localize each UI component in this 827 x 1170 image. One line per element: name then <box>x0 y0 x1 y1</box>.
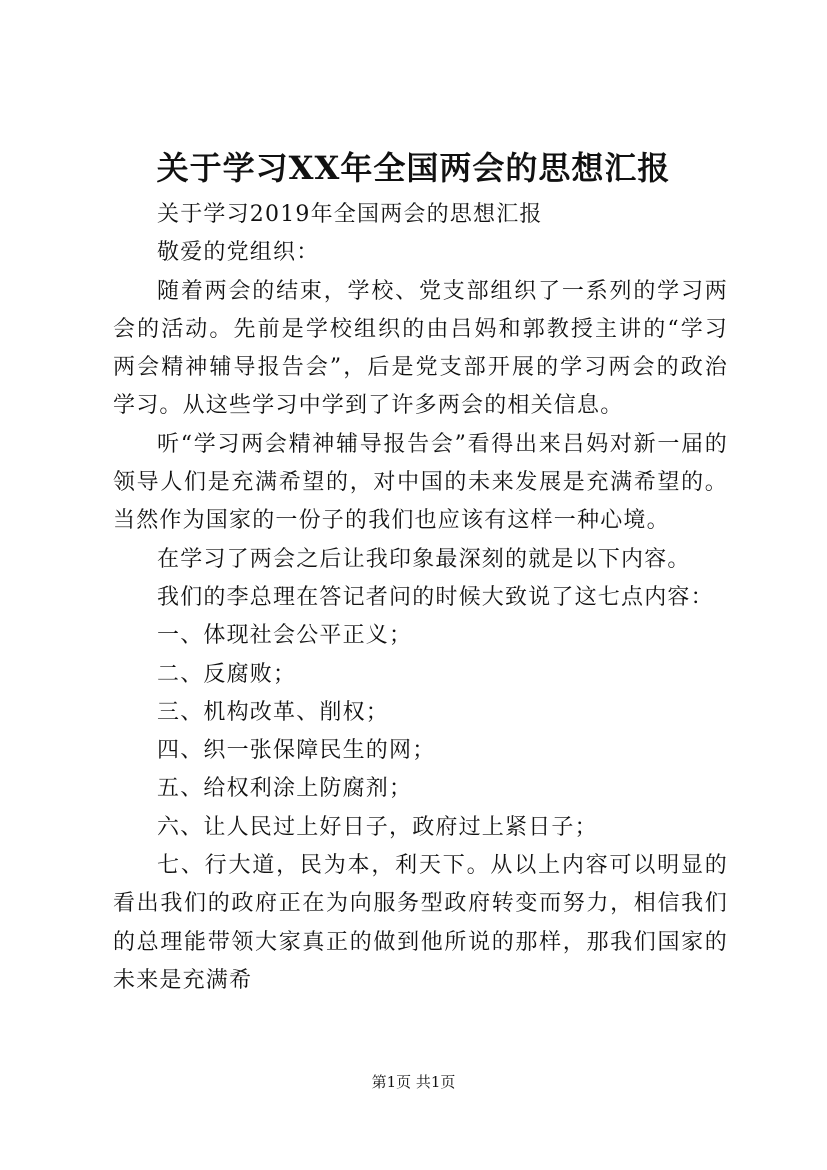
list-item: 三、机构改革、削权； <box>157 699 390 725</box>
list-item: 五、给权利涂上防腐剂； <box>157 776 413 802</box>
list-item: 四、织一张保障民生的网； <box>157 738 436 764</box>
page-footer <box>0 1072 827 1092</box>
paragraph-subtitle: 关于学习2019年全国两会的思想汇报 <box>157 202 543 227</box>
paragraph-report: 听“学习两会精神辅导报告会”看得出来吕妈对新一届的领导人们是充满希望的，对中国的未来发展是充满希望的。当然作为国家的一份子的我们也应该有这样一种心境。 <box>113 431 728 534</box>
paragraph-premier: 我们的李总理在答记者问的时候大致说了这七点内容： <box>157 584 714 610</box>
page-number-label: 第1页 共1页 <box>371 1073 456 1091</box>
list-item: 一、体现社会公平正义； <box>157 623 413 649</box>
document-title: 关于学习XX年全国两会的思想汇报 <box>156 149 671 187</box>
paragraph-salutation: 敬爱的党组织： <box>157 240 320 266</box>
document-body <box>113 196 728 1000</box>
paragraph-impression: 在学习了两会之后让我印象最深刻的就是以下内容。 <box>157 546 691 572</box>
list-item: 六、让人民过上好日子，政府过上紧日子； <box>157 814 598 840</box>
list-item: 二、反腐败； <box>157 661 297 687</box>
paragraph-intro: 随着两会的结束，学校、党支部组织了一系列的学习两会的活动。先前是学校组织的由吕妈和郭教授主讲的“学习两会精神辅导报告会”，后是党支部开展的学习两会的政治学习。从这些学习中学到了许多两会的相关信息。 <box>113 278 728 419</box>
list-item: 七、行大道，民为本，利天下。从以上内容可以明显的看出我们的政府正在为向服务型政府转变而努力，相信我们的总理能带领大家真正的做到他所说的那样，那我们国家的未来是充满希 <box>113 853 728 993</box>
